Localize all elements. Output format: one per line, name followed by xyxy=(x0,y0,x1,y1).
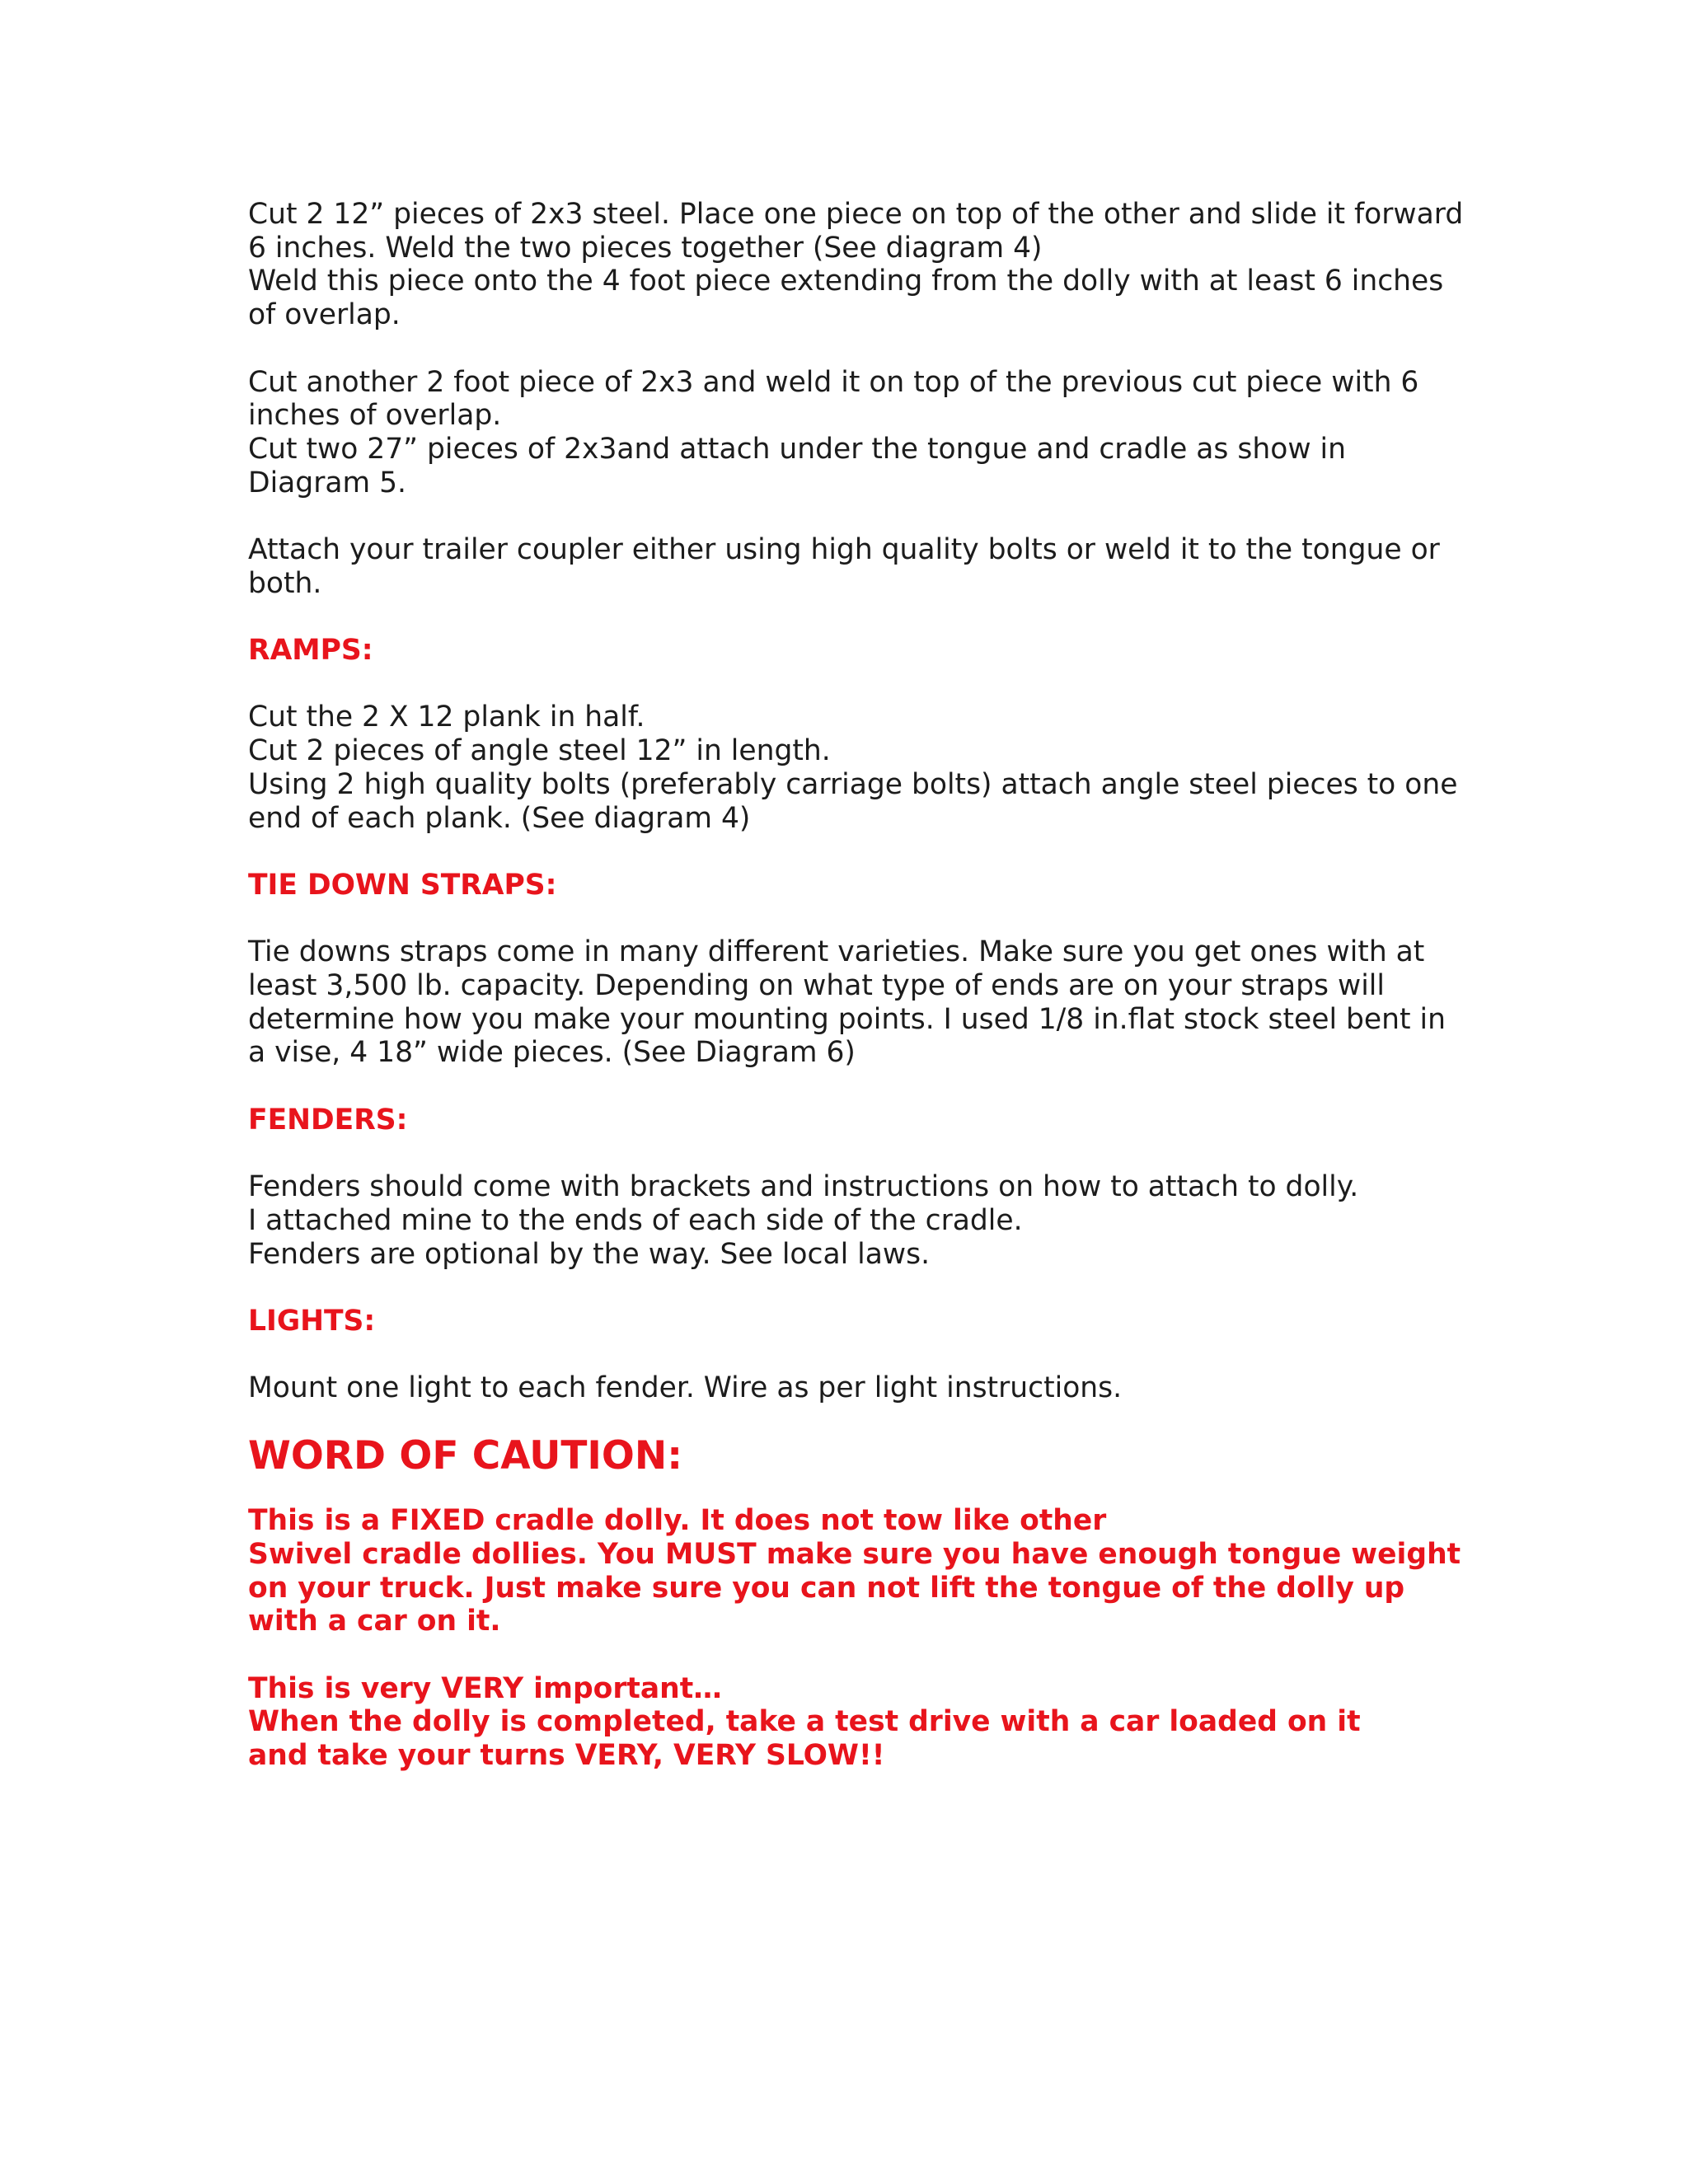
text-line: Mount one light to each fender. Wire as per light instructions. xyxy=(248,1371,1123,1405)
paragraph-coupler xyxy=(248,533,1451,600)
caution-paragraph-fixed-cradle xyxy=(248,1504,1461,1638)
paragraph-lights xyxy=(248,1371,1451,1405)
spacer xyxy=(248,332,1451,366)
text-line: This is a FIXED cradle dolly. It does not tow like other xyxy=(248,1504,1107,1538)
document-body xyxy=(248,198,1464,1773)
text-line: Cut the 2 X 12 plank in half. xyxy=(248,701,645,734)
spacer xyxy=(248,1405,1451,1433)
text-line: with a car on it. xyxy=(248,1605,501,1638)
paragraph-straps xyxy=(248,935,1451,1070)
text-line: both. xyxy=(248,566,322,600)
spacer xyxy=(248,1479,1451,1504)
text-line: Using 2 high quality bolts (preferably carriage bolts) attach angle steel pieces to one xyxy=(248,767,1458,801)
spacer xyxy=(248,835,1451,869)
spacer xyxy=(248,668,1451,701)
section-heading-lights: LIGHTS: xyxy=(248,1305,376,1338)
paragraph-fenders xyxy=(248,1170,1451,1271)
section-heading-tie-down-straps: TIE DOWN STRAPS: xyxy=(248,868,557,902)
text-line: of overlap. xyxy=(248,298,401,332)
text-line: Attach your trailer coupler either using high quality bolts or weld it to the tongue or xyxy=(248,533,1440,566)
paragraph-ramps xyxy=(248,701,1458,835)
text-line: 6 inches. Weld the two pieces together (See diagram 4) xyxy=(248,231,1043,265)
text-line: Cut 2 12” pieces of 2x3 steel. Place one piece on top of the other and slide it forward xyxy=(248,198,1464,231)
spacer xyxy=(248,499,1451,533)
text-line: Fenders are optional by the way. See local laws. xyxy=(248,1237,931,1271)
text-line: Weld this piece onto the 4 foot piece extending from the dolly with at least 6 inches xyxy=(248,265,1444,298)
text-line: Cut another 2 foot piece of 2x3 and weld it on top of the previous cut piece with 6 xyxy=(248,365,1419,399)
spacer xyxy=(248,600,1451,634)
text-line: Diagram 5. xyxy=(248,466,407,499)
text-line: least 3,500 lb. capacity. Depending on what type of ends are on your straps will xyxy=(248,969,1385,1003)
text-line: This is very VERY important… xyxy=(248,1671,722,1705)
section-heading-ramps: RAMPS: xyxy=(248,634,373,668)
text-line: determine how you make your mounting points. I used 1/8 in.flat stock steel bent in xyxy=(248,1002,1446,1036)
text-line: Tie downs straps come in many different varieties. Make sure you get ones with at xyxy=(248,935,1425,969)
spacer xyxy=(248,1137,1451,1171)
spacer xyxy=(248,1070,1451,1104)
spacer xyxy=(248,1271,1451,1305)
text-line: Fenders should come with brackets and instructions on how to attach to dolly. xyxy=(248,1170,1359,1204)
text-line: Cut 2 pieces of angle steel 12” in length. xyxy=(248,734,831,768)
text-line: Swivel cradle dollies. You MUST make sure you have enough tongue weight xyxy=(248,1537,1461,1571)
text-line: inches of overlap. xyxy=(248,399,502,433)
paragraph-weld-pieces xyxy=(248,198,1464,332)
spacer xyxy=(248,902,1451,936)
spacer xyxy=(248,1638,1451,1672)
caution-paragraph-test-drive xyxy=(248,1672,1451,1773)
caution-heading: WORD OF CAUTION: xyxy=(248,1433,683,1479)
text-line: When the dolly is completed, take a test drive with a car loaded on it xyxy=(248,1705,1361,1739)
text-line: end of each plank. (See diagram 4) xyxy=(248,801,751,835)
text-line: I attached mine to the ends of each side of the cradle. xyxy=(248,1203,1023,1237)
text-line: a vise, 4 18” wide pieces. (See Diagram 6) xyxy=(248,1036,856,1070)
paragraph-tongue-cradle xyxy=(248,366,1451,500)
section-heading-fenders: FENDERS: xyxy=(248,1103,408,1137)
text-line: and take your turns VERY, VERY SLOW!! xyxy=(248,1739,885,1773)
spacer xyxy=(248,1338,1451,1372)
text-line: Cut two 27” pieces of 2x3and attach under the tongue and cradle as show in xyxy=(248,432,1346,466)
text-line: on your truck. Just make sure you can not lift the tongue of the dolly up xyxy=(248,1571,1405,1605)
